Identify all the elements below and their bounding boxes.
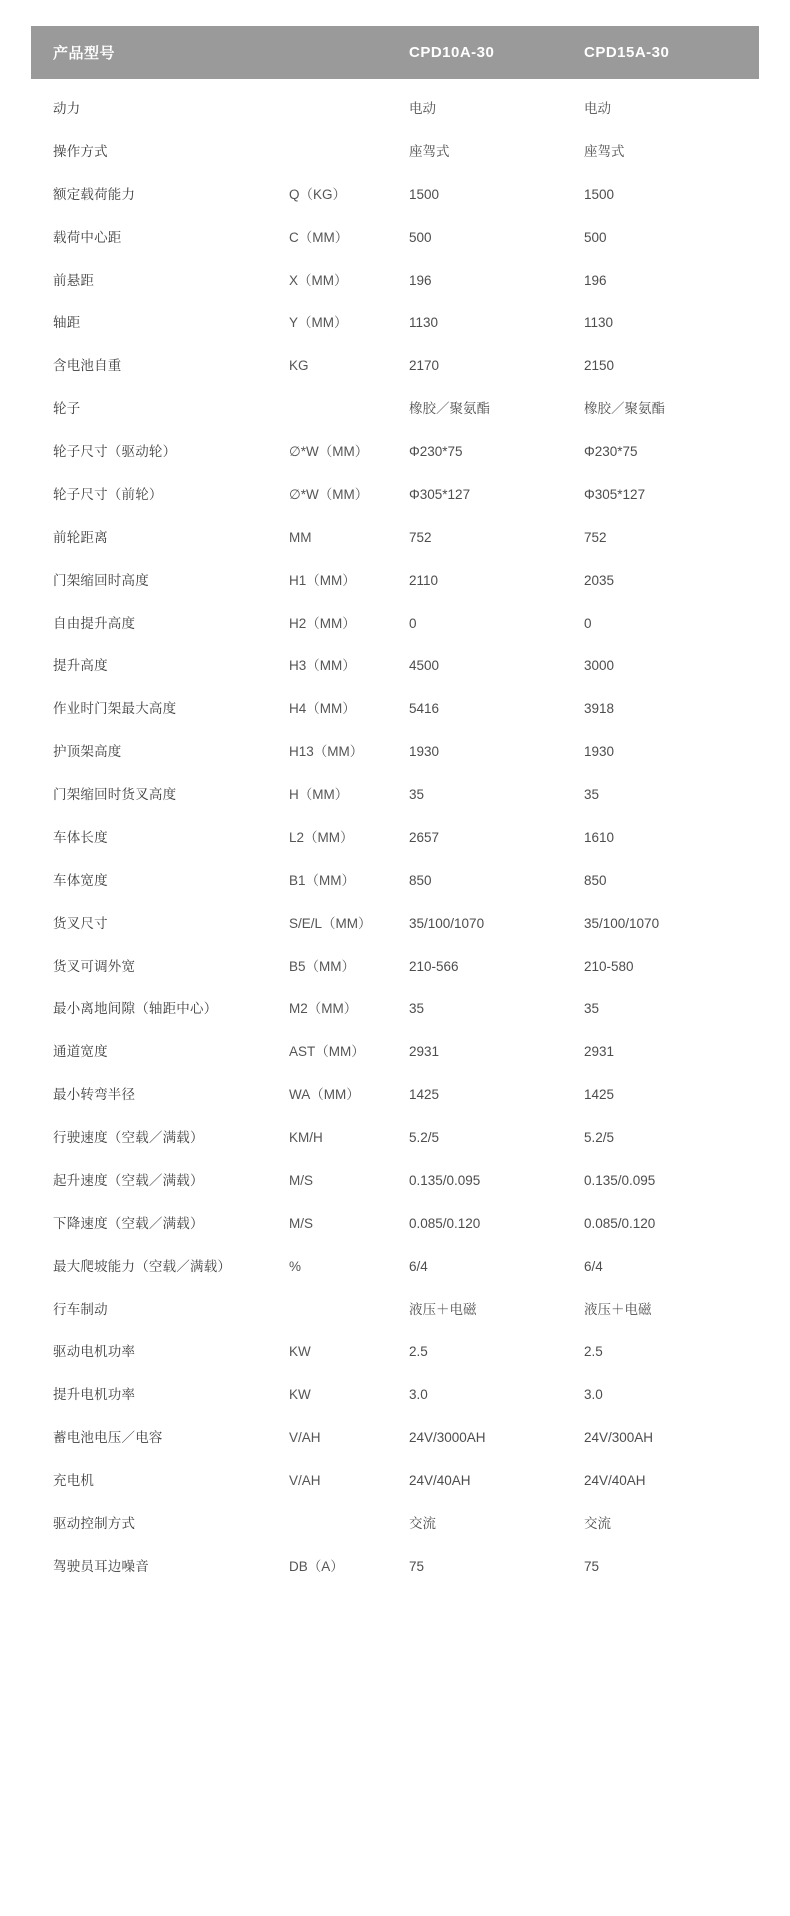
spec-value-model-1: Φ305*127 [409, 486, 471, 502]
spec-unit: ∅*W（MM） [289, 444, 369, 459]
spec-unit: KW [289, 1387, 311, 1403]
spec-value-model-1: 500 [409, 229, 432, 245]
spec-unit: WA（MM） [289, 1087, 360, 1103]
spec-name: 车体长度 [53, 829, 108, 845]
table-row [31, 1289, 759, 1332]
column-header-product-model: 产品型号 [53, 45, 116, 62]
spec-value-model-1: 1930 [409, 744, 440, 760]
spec-unit: V/AH [289, 1473, 321, 1488]
spec-name: 额定载荷能力 [53, 186, 136, 202]
spec-value-model-1: 2110 [409, 572, 439, 588]
table-row [31, 79, 759, 131]
table-row [31, 560, 759, 603]
spec-unit: X（MM） [289, 272, 348, 288]
spec-name: 轮子尺寸（驱动轮） [53, 444, 177, 459]
spec-value-model-1: 1130 [409, 315, 439, 331]
spec-unit [289, 1289, 409, 1332]
spec-name: 货叉可调外宽 [53, 958, 136, 974]
spec-name: 驱动电机功率 [53, 1344, 136, 1360]
spec-name: 驾驶员耳边噪音 [53, 1558, 149, 1574]
spec-name: 门架缩回时货叉高度 [53, 787, 177, 802]
spec-value-model-2: 0.085/0.120 [584, 1215, 656, 1231]
table-row [31, 474, 759, 517]
spec-value-model-1: 24V/3000AH [409, 1430, 486, 1446]
spec-unit: DB（A） [289, 1558, 344, 1574]
spec-value-model-2: 电动 [584, 101, 611, 116]
table-row [31, 946, 759, 989]
spec-value-model-2: 5.2/5 [584, 1130, 615, 1145]
spec-name: 货叉尺寸 [53, 915, 108, 931]
spec-unit [289, 388, 409, 431]
table-row [31, 217, 759, 260]
spec-unit: B5（MM） [289, 958, 356, 974]
spec-unit: C（MM） [289, 229, 349, 245]
spec-name: 行车制动 [53, 1301, 108, 1317]
spec-value-model-1: 座驾式 [409, 143, 450, 159]
table-row [31, 645, 759, 688]
spec-unit: MM [289, 529, 312, 545]
spec-name: 驱动控制方式 [53, 1515, 136, 1531]
spec-value-model-1: 1500 [409, 186, 440, 202]
spec-unit: L2（MM） [289, 829, 354, 845]
spec-name: 充电机 [53, 1473, 95, 1488]
spec-value-model-2: 1930 [584, 744, 615, 760]
table-row [31, 731, 759, 774]
spec-value-model-1: 5416 [409, 701, 440, 717]
spec-unit: M2（MM） [289, 1001, 358, 1017]
spec-value-model-2: 液压＋电磁 [584, 1301, 652, 1317]
table-row [31, 1374, 759, 1417]
table-row [31, 1460, 759, 1503]
column-header-model-1: CPD10A-30 [409, 44, 495, 61]
spec-value-model-2: 24V/300AH [584, 1430, 654, 1446]
table-row [31, 817, 759, 860]
table-row [31, 431, 759, 474]
spec-value-model-1: 0.135/0.095 [409, 1172, 481, 1188]
spec-value-model-2: 橡胶／聚氨酯 [584, 401, 665, 417]
spec-value-model-2: Φ305*127 [584, 486, 646, 502]
spec-name: 轮子尺寸（前轮） [53, 486, 163, 502]
spec-name: 提升高度 [53, 658, 108, 674]
spec-value-model-1: 210-566 [409, 958, 459, 974]
column-header-model-2: CPD15A-30 [584, 44, 670, 61]
spec-value-model-2: 24V/40AH [584, 1473, 646, 1488]
table-row [31, 688, 759, 731]
spec-unit [289, 79, 409, 131]
spec-value-model-1: Φ230*75 [409, 444, 463, 459]
spec-value-model-1: 交流 [409, 1515, 436, 1531]
table-row [31, 260, 759, 303]
spec-name: 轴距 [53, 315, 81, 331]
spec-value-model-2: 75 [584, 1558, 600, 1574]
spec-name: 操作方式 [53, 143, 108, 159]
spec-name: 下降速度（空载／满载） [53, 1215, 204, 1231]
spec-value-model-2: 2035 [584, 572, 615, 588]
spec-value-model-2: Φ230*75 [584, 444, 638, 459]
table-row [31, 1074, 759, 1117]
spec-value-model-1: 75 [409, 1558, 425, 1574]
table-row [31, 603, 759, 646]
spec-value-model-1: 液压＋电磁 [409, 1301, 477, 1317]
spec-unit: AST（MM） [289, 1044, 365, 1060]
spec-value-model-1: 35 [409, 1001, 425, 1017]
spec-unit: B1（MM） [289, 872, 356, 888]
column-header-unit [289, 26, 409, 79]
spec-value-model-1: 850 [409, 872, 432, 888]
spec-unit: Q（KG） [289, 186, 347, 202]
table-row [31, 1031, 759, 1074]
table-row [31, 131, 759, 174]
spec-unit: H13（MM） [289, 744, 364, 760]
spec-unit: M/S [289, 1172, 314, 1188]
spec-value-model-2: 35 [584, 1001, 600, 1017]
spec-name: 自由提升高度 [53, 615, 136, 631]
spec-name: 提升电机功率 [53, 1387, 136, 1403]
spec-value-model-2: 3000 [584, 658, 615, 674]
spec-value-model-2: 196 [584, 272, 607, 288]
table-row [31, 1546, 759, 1589]
spec-value-model-1: 1425 [409, 1087, 440, 1103]
spec-value-model-2: 1425 [584, 1087, 615, 1103]
table-row [31, 1503, 759, 1546]
spec-value-model-1: 2.5 [409, 1344, 428, 1360]
spec-unit: H（MM） [289, 787, 349, 802]
spec-value-model-1: 24V/40AH [409, 1473, 471, 1488]
spec-name: 门架缩回时高度 [53, 572, 149, 588]
table-header [31, 26, 759, 79]
spec-value-model-1: 3.0 [409, 1387, 428, 1403]
table-row [31, 1160, 759, 1203]
spec-unit: H3（MM） [289, 658, 356, 674]
spec-value-model-2: 3.0 [584, 1387, 603, 1403]
spec-unit: KM/H [289, 1130, 323, 1145]
spec-unit: S/E/L（MM） [289, 915, 372, 931]
table-row [31, 1117, 759, 1160]
spec-value-model-2: 6/4 [584, 1258, 603, 1274]
spec-name: 作业时门架最大高度 [53, 701, 177, 717]
spec-name: 起升速度（空载／满载） [53, 1172, 204, 1188]
spec-value-model-2: 35 [584, 787, 600, 802]
spec-value-model-2: 35/100/1070 [584, 915, 660, 931]
table-row [31, 860, 759, 903]
spec-name: 载荷中心距 [53, 229, 122, 245]
spec-value-model-2: 752 [584, 529, 607, 545]
specification-table [31, 26, 759, 1589]
spec-unit: V/AH [289, 1430, 321, 1446]
spec-value-model-2: 3918 [584, 701, 615, 717]
spec-value-model-2: 座驾式 [584, 143, 625, 159]
spec-name: 前悬距 [53, 272, 95, 288]
spec-unit: KG [289, 358, 309, 374]
table-row [31, 302, 759, 345]
spec-value-model-2: 1610 [584, 829, 615, 845]
spec-value-model-2: 850 [584, 872, 607, 888]
spec-name: 动力 [53, 101, 81, 116]
spec-value-model-1: 4500 [409, 658, 440, 674]
spec-value-model-1: 0 [409, 615, 417, 631]
spec-name: 前轮距离 [53, 529, 108, 545]
table-row [31, 774, 759, 817]
spec-name: 最小离地间隙（轴距中心） [53, 1001, 218, 1017]
spec-value-model-1: 0.085/0.120 [409, 1215, 481, 1231]
table-row [31, 388, 759, 431]
spec-value-model-2: 210-580 [584, 958, 634, 974]
table-row [31, 988, 759, 1031]
spec-value-model-2: 1130 [584, 315, 614, 331]
spec-value-model-2: 1500 [584, 186, 615, 202]
table-row [31, 517, 759, 560]
spec-unit [289, 1503, 409, 1546]
table-row [31, 1417, 759, 1460]
spec-value-model-1: 2657 [409, 829, 440, 845]
spec-value-model-2: 500 [584, 229, 607, 245]
spec-unit: % [289, 1258, 302, 1274]
spec-name: 最小转弯半径 [53, 1087, 136, 1103]
spec-value-model-1: 5.2/5 [409, 1130, 440, 1145]
spec-value-model-1: 752 [409, 529, 432, 545]
spec-unit: H1（MM） [289, 572, 356, 588]
spec-value-model-2: 交流 [584, 1515, 611, 1531]
table-row [31, 1246, 759, 1289]
spec-name: 轮子 [53, 401, 81, 417]
spec-value-model-2: 0 [584, 615, 592, 631]
spec-value-model-1: 196 [409, 272, 432, 288]
spec-value-model-2: 2150 [584, 358, 615, 374]
table-row [31, 174, 759, 217]
spec-value-model-1: 35 [409, 787, 425, 802]
table-row [31, 1331, 759, 1374]
table-body [31, 79, 759, 1589]
spec-unit [289, 131, 409, 174]
spec-name: 车体宽度 [53, 872, 108, 888]
spec-value-model-2: 2931 [584, 1044, 615, 1060]
table-row [31, 345, 759, 388]
table-row [31, 1203, 759, 1246]
spec-name: 行驶速度（空载／满载） [53, 1130, 204, 1145]
spec-value-model-1: 电动 [409, 101, 436, 116]
spec-name: 护顶架高度 [53, 744, 122, 760]
spec-value-model-1: 35/100/1070 [409, 915, 485, 931]
table-header-row [31, 26, 759, 79]
spec-name: 最大爬坡能力（空载／满载） [53, 1258, 232, 1274]
spec-unit: H4（MM） [289, 701, 356, 717]
spec-name: 含电池自重 [53, 358, 122, 374]
spec-value-model-1: 橡胶／聚氨酯 [409, 401, 490, 417]
spec-value-model-2: 2.5 [584, 1344, 603, 1360]
spec-unit: Y（MM） [289, 315, 348, 331]
spec-name: 蓄电池电压／电容 [53, 1430, 163, 1446]
table-row [31, 903, 759, 946]
spec-value-model-1: 6/4 [409, 1258, 428, 1274]
spec-unit: KW [289, 1344, 311, 1360]
spec-unit: ∅*W（MM） [289, 486, 369, 502]
spec-unit: M/S [289, 1215, 314, 1231]
spec-value-model-2: 0.135/0.095 [584, 1172, 656, 1188]
spec-name: 通道宽度 [53, 1044, 108, 1060]
spec-value-model-1: 2931 [409, 1044, 440, 1060]
spec-unit: H2（MM） [289, 615, 356, 631]
spec-value-model-1: 2170 [409, 358, 440, 374]
